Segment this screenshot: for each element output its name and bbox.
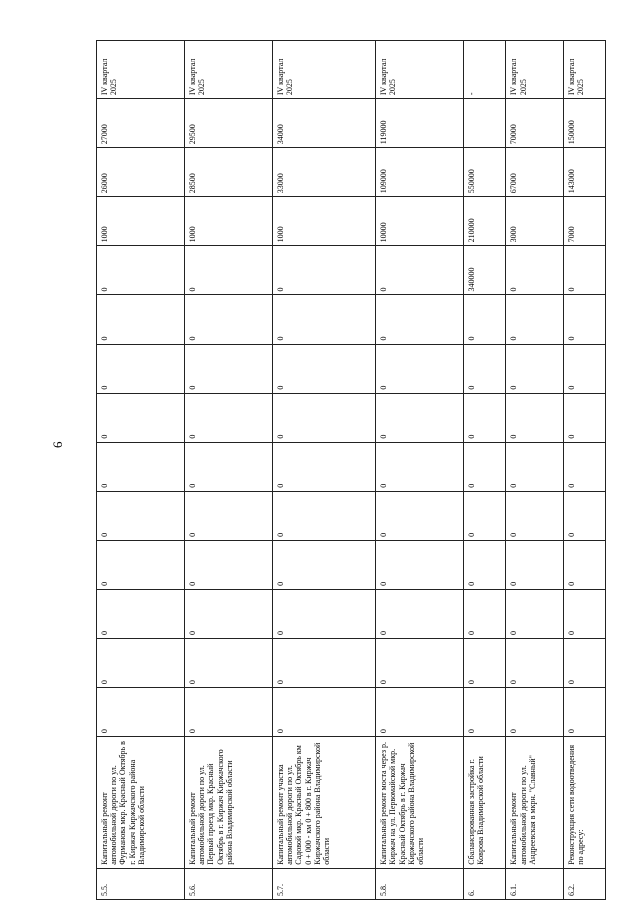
value-cell: 1000 <box>272 197 375 246</box>
value-cell: 0 <box>184 491 272 540</box>
period-cell: IV квартал 2025 <box>272 41 375 99</box>
value-cell: 0 <box>563 688 605 737</box>
value-cell: 0 <box>97 589 185 638</box>
value-cell: 10000 <box>376 197 464 246</box>
row-number-cell: 6.1. <box>506 868 563 899</box>
value-cell: 0 <box>464 540 506 589</box>
value-cell: 0 <box>506 393 563 442</box>
value-cell: 0 <box>376 246 464 295</box>
value-cell: 0 <box>97 491 185 540</box>
value-cell: 28500 <box>184 148 272 197</box>
value-cell: 0 <box>272 688 375 737</box>
rotated-table-container <box>96 40 606 900</box>
value-cell: 3000 <box>506 197 563 246</box>
page-number: 6 <box>50 441 65 448</box>
value-cell: 0 <box>184 638 272 687</box>
value-cell: 0 <box>563 344 605 393</box>
row-number-cell: 5.7. <box>272 868 375 899</box>
value-cell: 0 <box>563 295 605 344</box>
value-cell: 0 <box>464 491 506 540</box>
value-cell: 119000 <box>376 99 464 148</box>
value-cell: 0 <box>376 491 464 540</box>
value-cell: 0 <box>97 344 185 393</box>
value-cell: 0 <box>464 344 506 393</box>
value-cell: 550000 <box>464 148 506 197</box>
value-cell: 0 <box>184 688 272 737</box>
value-cell: 0 <box>464 688 506 737</box>
table-row <box>272 41 375 900</box>
table-row <box>464 41 506 900</box>
period-cell: IV квартал 2025 <box>184 41 272 99</box>
value-cell: 0 <box>506 344 563 393</box>
table-row <box>97 41 185 900</box>
value-cell: 0 <box>97 540 185 589</box>
value-cell: 0 <box>506 442 563 491</box>
value-cell: 0 <box>272 589 375 638</box>
value-cell: 0 <box>184 540 272 589</box>
value-cell: 26000 <box>97 148 185 197</box>
row-name-cell: Капитальный ремонт моста через р. Киржач на ул. Первомайской мкр. Красный Октябрь в г. Киржач Киржачского района Владимирской области <box>376 737 464 869</box>
row-name-cell: Капитальный ремонт участка автомобильной дороги по ул. Садовой мкр. Красный Октябрь км 0 + 000 - км 0 + 800 в г. Киржач Киржачского района Владимирской области <box>272 737 375 869</box>
value-cell: 0 <box>184 442 272 491</box>
value-cell: 27000 <box>97 99 185 148</box>
value-cell: 0 <box>563 246 605 295</box>
value-cell: 0 <box>184 589 272 638</box>
value-cell: 0 <box>464 638 506 687</box>
value-cell: 0 <box>184 344 272 393</box>
value-cell: 0 <box>376 540 464 589</box>
value-cell: 0 <box>97 638 185 687</box>
value-cell: 0 <box>97 688 185 737</box>
value-cell: 7000 <box>563 197 605 246</box>
value-cell: 0 <box>563 491 605 540</box>
row-name-cell: Сбалансированная застройка г. Коврова Владимирской области <box>464 737 506 869</box>
row-number-cell: 5.6. <box>184 868 272 899</box>
value-cell: 0 <box>272 246 375 295</box>
data-table <box>96 40 606 900</box>
value-cell: 0 <box>563 589 605 638</box>
value-cell: 1000 <box>184 197 272 246</box>
table-row <box>376 41 464 900</box>
row-number-cell: 5.8. <box>376 868 464 899</box>
table-row <box>184 41 272 900</box>
value-cell <box>464 99 506 148</box>
value-cell: 0 <box>506 246 563 295</box>
value-cell: 0 <box>97 442 185 491</box>
value-cell: 0 <box>464 589 506 638</box>
value-cell: 0 <box>376 393 464 442</box>
value-cell: 0 <box>563 393 605 442</box>
value-cell: 0 <box>506 540 563 589</box>
value-cell: 109000 <box>376 148 464 197</box>
period-cell: - <box>464 41 506 99</box>
value-cell: 0 <box>506 638 563 687</box>
row-name-cell: Капитальный ремонт автомобильной дороги по ул. Первый проезд мкр. Красный Октябрь в г. Киржач Киржачского района Владимирской области <box>184 737 272 869</box>
row-name-cell: Капитальный ремонт автомобильной дороги по ул. Фурманова мкр. Красный Октябрь в г. Киржач Киржачского района Владимирской области <box>97 737 185 869</box>
value-cell: 0 <box>376 442 464 491</box>
value-cell: 0 <box>272 442 375 491</box>
value-cell: 0 <box>563 540 605 589</box>
value-cell: 29500 <box>184 99 272 148</box>
value-cell: 0 <box>506 491 563 540</box>
value-cell: 0 <box>464 442 506 491</box>
value-cell: 0 <box>97 393 185 442</box>
value-cell: 0 <box>184 295 272 344</box>
value-cell: 143000 <box>563 148 605 197</box>
row-number-cell: 6.2. <box>563 868 605 899</box>
value-cell: 0 <box>97 246 185 295</box>
value-cell: 1000 <box>97 197 185 246</box>
value-cell: 150000 <box>563 99 605 148</box>
value-cell: 0 <box>272 393 375 442</box>
value-cell: 0 <box>376 589 464 638</box>
value-cell: 0 <box>563 442 605 491</box>
value-cell: 0 <box>506 589 563 638</box>
value-cell: 0 <box>506 688 563 737</box>
value-cell: 0 <box>97 295 185 344</box>
value-cell: 0 <box>272 638 375 687</box>
value-cell: 0 <box>376 344 464 393</box>
value-cell: 33000 <box>272 148 375 197</box>
row-name-cell: Реконструкция сети водоотведения по адресу: <box>563 737 605 869</box>
value-cell: 34000 <box>272 99 375 148</box>
period-cell: IV квартал 2025 <box>506 41 563 99</box>
value-cell: 0 <box>272 344 375 393</box>
value-cell: 0 <box>184 246 272 295</box>
value-cell: 0 <box>464 393 506 442</box>
table-row <box>506 41 563 900</box>
value-cell: 67000 <box>506 148 563 197</box>
row-name-cell: Капитальный ремонт автомобильной дороги по ул. Андреевская в мкрн. "Славный" <box>506 737 563 869</box>
value-cell: 340000 <box>464 246 506 295</box>
row-number-cell: 6. <box>464 868 506 899</box>
period-cell: IV квартал 2025 <box>563 41 605 99</box>
value-cell: 0 <box>272 491 375 540</box>
value-cell: 0 <box>563 638 605 687</box>
row-number-cell: 5.5. <box>97 868 185 899</box>
value-cell: 210000 <box>464 197 506 246</box>
value-cell: 0 <box>376 638 464 687</box>
value-cell: 0 <box>376 688 464 737</box>
value-cell: 0 <box>464 295 506 344</box>
value-cell: 70000 <box>506 99 563 148</box>
value-cell: 0 <box>376 295 464 344</box>
value-cell: 0 <box>272 295 375 344</box>
period-cell: IV квартал 2025 <box>376 41 464 99</box>
value-cell: 0 <box>184 393 272 442</box>
period-cell: IV квартал 2025 <box>97 41 185 99</box>
value-cell: 0 <box>272 540 375 589</box>
value-cell: 0 <box>506 295 563 344</box>
table-row <box>563 41 605 900</box>
